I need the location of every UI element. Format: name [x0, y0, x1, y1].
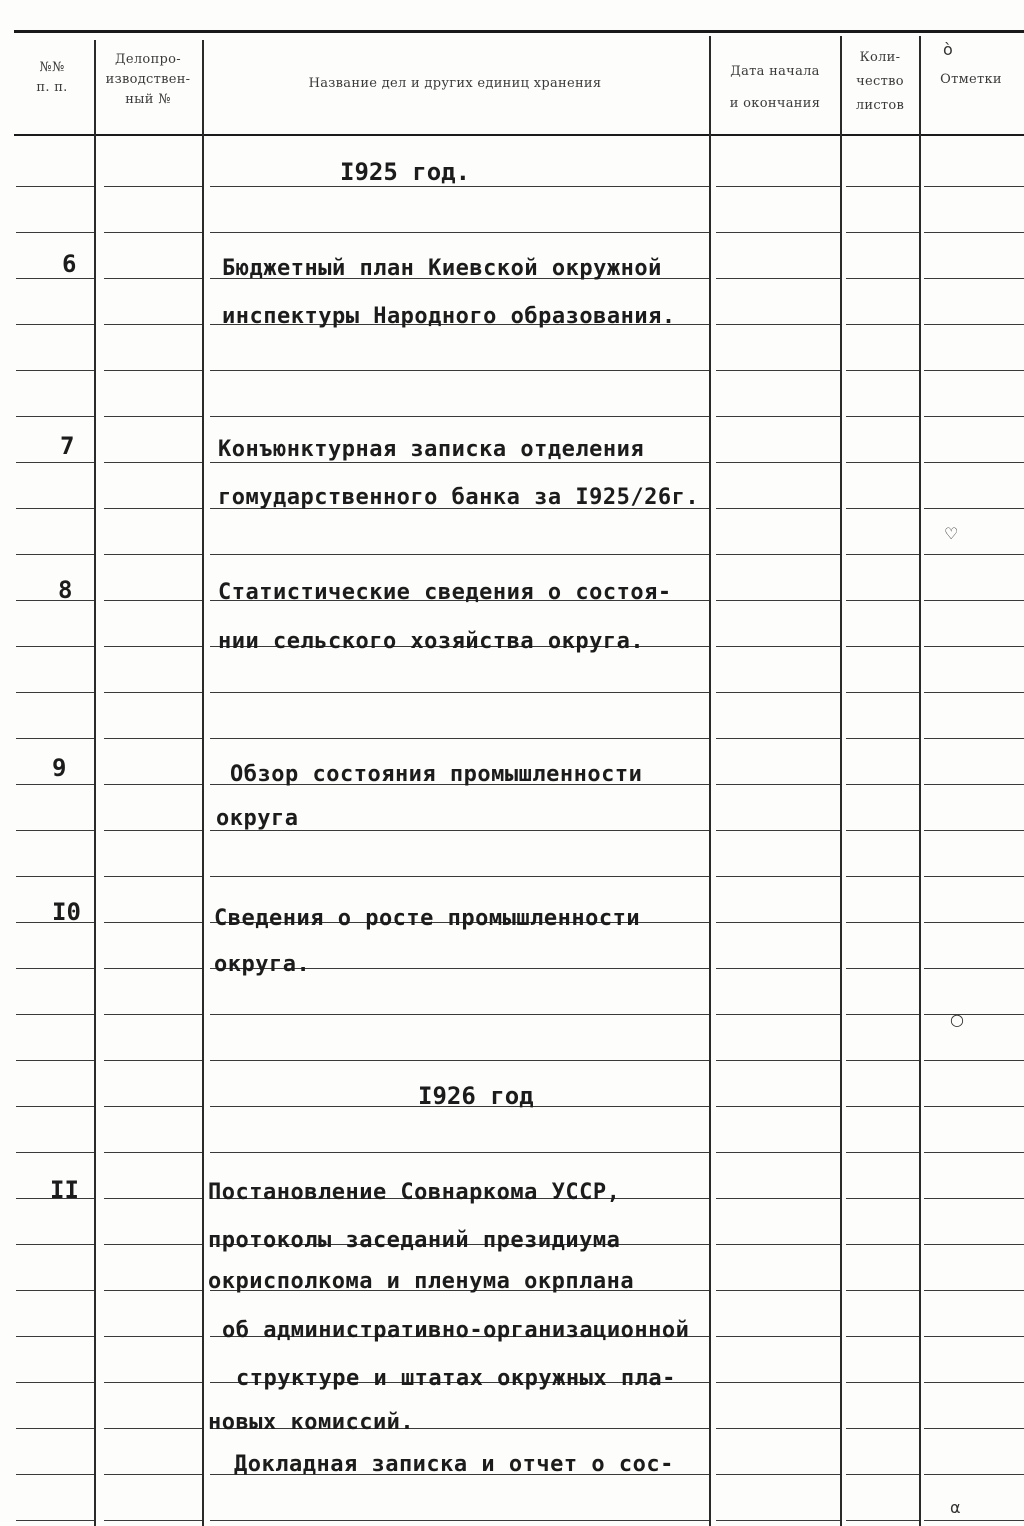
ruled-line	[716, 1060, 840, 1061]
ruled-line	[716, 922, 840, 923]
ruled-line	[846, 692, 919, 693]
ruled-line	[716, 554, 840, 555]
entry-title-line: об административно-организационной	[222, 1318, 690, 1343]
ruled-line	[210, 1060, 709, 1061]
ruled-line	[16, 1382, 94, 1383]
entry-title-line: Постановление Совнаркома УССР,	[208, 1180, 621, 1205]
entry-title-line: инспектуры Народного образования.	[222, 304, 676, 329]
header-col-number: №№ п. п.	[36, 60, 68, 95]
ruled-line	[716, 1244, 840, 1245]
ruled-line	[716, 1474, 840, 1475]
entry-title-line: структуре и штатах окружных пла-	[236, 1366, 676, 1391]
ruled-line	[104, 278, 202, 279]
ruled-line	[924, 1474, 1024, 1475]
ruled-line	[16, 784, 94, 785]
ruled-line	[716, 278, 840, 279]
ruled-line	[846, 1152, 919, 1153]
ruled-line	[846, 876, 919, 877]
ruled-line	[16, 1290, 94, 1291]
ruled-line	[846, 600, 919, 601]
header-top-border	[14, 30, 1024, 33]
ruled-line	[104, 1428, 202, 1429]
ruled-line	[210, 876, 709, 877]
ruled-line	[210, 186, 709, 187]
ruled-line	[716, 324, 840, 325]
ruled-line	[924, 1520, 1024, 1521]
ruled-line	[16, 692, 94, 693]
ruled-line	[104, 922, 202, 923]
ruled-line	[104, 324, 202, 325]
ruled-line	[716, 830, 840, 831]
ruled-line	[16, 554, 94, 555]
ruled-line	[846, 278, 919, 279]
ruled-line	[16, 738, 94, 739]
ruled-line	[210, 1520, 709, 1521]
ruled-line	[846, 416, 919, 417]
ruled-line	[924, 462, 1024, 463]
entry-title-line: гомударственного банка за I925/26г.	[218, 485, 700, 510]
ruled-line	[104, 186, 202, 187]
ruled-line	[846, 738, 919, 739]
ruled-line	[924, 554, 1024, 555]
ruled-line	[924, 968, 1024, 969]
entry-number: I0	[52, 898, 81, 926]
ruled-line	[210, 416, 709, 417]
ruled-line	[16, 1520, 94, 1521]
ruled-line	[846, 1198, 919, 1199]
entry-number: 6	[62, 250, 77, 278]
ruled-line	[716, 370, 840, 371]
entry-title-line: Обзор состояния промышленности	[230, 762, 643, 787]
column-divider-1	[94, 40, 96, 1526]
ruled-line	[104, 1244, 202, 1245]
entry-title-line: Сведения о росте промышленности	[214, 906, 641, 931]
entry-number: II	[50, 1176, 79, 1204]
ruled-line	[16, 1152, 94, 1153]
ruled-line	[716, 1382, 840, 1383]
entry-title-line: Статистические сведения о состоя-	[218, 580, 672, 605]
ruled-line	[16, 324, 94, 325]
ruled-line	[210, 692, 709, 693]
ruled-line	[924, 416, 1024, 417]
ruled-line	[924, 1382, 1024, 1383]
ruled-line	[924, 1290, 1024, 1291]
section-year-1925: I925 год.	[340, 158, 471, 186]
ruled-line	[104, 1152, 202, 1153]
ruled-line	[846, 186, 919, 187]
ruled-line	[846, 232, 919, 233]
ruled-line	[846, 554, 919, 555]
ruled-line	[846, 508, 919, 509]
ruled-line	[210, 1014, 709, 1015]
header-col-dates: Дата начала и окончания	[729, 64, 821, 111]
ruled-line	[846, 1474, 919, 1475]
ruled-line	[924, 186, 1024, 187]
ruled-line	[846, 784, 919, 785]
entry-title-line: новых комиссий.	[208, 1410, 415, 1435]
ruled-line	[924, 692, 1024, 693]
ruled-line	[104, 1014, 202, 1015]
ruled-line	[104, 784, 202, 785]
note-mark-top: ò	[943, 40, 953, 59]
ruled-line	[846, 830, 919, 831]
ruled-line	[104, 1520, 202, 1521]
ruled-line	[846, 1060, 919, 1061]
ruled-line	[716, 968, 840, 969]
ruled-line	[846, 370, 919, 371]
ruled-line	[16, 968, 94, 969]
ruled-line	[104, 1382, 202, 1383]
ruled-line	[104, 1106, 202, 1107]
ruled-line	[104, 370, 202, 371]
ruled-line	[16, 1060, 94, 1061]
ruled-line	[846, 1014, 919, 1015]
ruled-line	[846, 1336, 919, 1337]
ruled-line	[924, 784, 1024, 785]
ruled-line	[16, 232, 94, 233]
ruled-line	[716, 600, 840, 601]
ruled-line	[104, 232, 202, 233]
ruled-line	[16, 508, 94, 509]
ruled-line	[924, 922, 1024, 923]
note-mark-bottom: α	[950, 1498, 961, 1517]
ruled-line	[16, 416, 94, 417]
entry-number: 7	[60, 432, 75, 460]
ruled-line	[104, 830, 202, 831]
entry-number: 8	[58, 576, 73, 604]
header-bottom-border	[14, 134, 1024, 136]
entry-title-line: округа.	[214, 952, 311, 977]
ruled-line	[924, 1198, 1024, 1199]
entry-title-line: Бюджетный план Киевской окружной	[222, 256, 662, 281]
ruled-line	[716, 1198, 840, 1199]
ruled-line	[104, 600, 202, 601]
ruled-line	[716, 1014, 840, 1015]
ruled-line	[846, 1244, 919, 1245]
column-divider-2	[202, 40, 204, 1526]
ruled-line	[924, 600, 1024, 601]
ruled-line	[104, 1060, 202, 1061]
ruled-line	[716, 784, 840, 785]
ruled-line	[924, 370, 1024, 371]
ruled-line	[716, 646, 840, 647]
ruled-line	[924, 1244, 1024, 1245]
ruled-line	[104, 968, 202, 969]
ruled-line	[16, 370, 94, 371]
section-year-1926: I926 год	[418, 1082, 534, 1110]
ruled-line	[104, 554, 202, 555]
ruled-line	[16, 876, 94, 877]
ruled-line	[846, 1106, 919, 1107]
ruled-line	[104, 416, 202, 417]
ruled-line	[104, 646, 202, 647]
ruled-line	[104, 876, 202, 877]
ruled-line	[716, 738, 840, 739]
ruled-line	[210, 1152, 709, 1153]
ruled-line	[716, 232, 840, 233]
header-col-sheets: Коли- чество листов	[855, 50, 905, 113]
ruled-line	[924, 646, 1024, 647]
ruled-line	[846, 462, 919, 463]
ruled-line	[16, 1244, 94, 1245]
ruled-line	[924, 324, 1024, 325]
note-mark-circle: ○	[950, 1010, 964, 1029]
ruled-line	[924, 278, 1024, 279]
ruled-line	[846, 968, 919, 969]
ruled-line	[16, 600, 94, 601]
ruled-line	[924, 738, 1024, 739]
entry-title-line: Докладная записка и отчет о сос-	[234, 1452, 674, 1477]
ruled-line	[716, 1428, 840, 1429]
ruled-line	[846, 1290, 919, 1291]
ruled-line	[210, 738, 709, 739]
ruled-line	[210, 370, 709, 371]
entry-title-line: округа	[216, 806, 299, 831]
header-col-title: Название дел и других единиц хранения	[308, 76, 602, 91]
ruled-line	[716, 692, 840, 693]
entry-number: 9	[52, 754, 67, 782]
note-mark-heart: ♡	[944, 524, 959, 543]
ruled-line	[716, 876, 840, 877]
ruled-line	[16, 186, 94, 187]
column-divider-3	[709, 36, 711, 1526]
ruled-line	[104, 1198, 202, 1199]
ruled-line	[104, 1474, 202, 1475]
ruled-line	[846, 1382, 919, 1383]
ruled-line	[16, 1014, 94, 1015]
entry-title-line: нии сельского хозяйства округа.	[218, 629, 645, 654]
ruled-line	[16, 1336, 94, 1337]
ruled-line	[846, 324, 919, 325]
ruled-line	[846, 646, 919, 647]
ruled-line	[210, 462, 709, 463]
ruled-line	[716, 508, 840, 509]
ruled-line	[104, 692, 202, 693]
column-divider-5	[919, 36, 921, 1526]
ruled-line	[924, 1014, 1024, 1015]
ruled-line	[104, 1290, 202, 1291]
column-divider-4	[840, 36, 842, 1526]
ruled-line	[210, 554, 709, 555]
ruled-line	[104, 1336, 202, 1337]
ruled-line	[924, 1428, 1024, 1429]
entry-title-line: Конъюнктурная записка отделения	[218, 437, 645, 462]
ruled-line	[716, 186, 840, 187]
header-col-notes: Отметки	[940, 72, 1002, 87]
ruled-line	[716, 462, 840, 463]
ruled-line	[16, 1428, 94, 1429]
ruled-line	[846, 922, 919, 923]
ruled-line	[716, 1290, 840, 1291]
entry-title-line: окрисполкома и пленума окрплана	[208, 1269, 635, 1294]
ruled-line	[924, 1106, 1024, 1107]
ruled-line	[716, 416, 840, 417]
header-col-case-number: Делопро- изводствен- ный №	[105, 52, 191, 107]
ruled-line	[16, 1474, 94, 1475]
ruled-line	[716, 1336, 840, 1337]
ruled-line	[716, 1106, 840, 1107]
ruled-line	[924, 1152, 1024, 1153]
ruled-line	[16, 830, 94, 831]
ruled-line	[16, 646, 94, 647]
ruled-line	[104, 738, 202, 739]
ruled-line	[716, 1520, 840, 1521]
ruled-line	[846, 1428, 919, 1429]
ruled-line	[210, 232, 709, 233]
ruled-line	[924, 232, 1024, 233]
ruled-line	[924, 1336, 1024, 1337]
ruled-line	[16, 278, 94, 279]
ruled-line	[16, 462, 94, 463]
ruled-line	[924, 876, 1024, 877]
ruled-line	[924, 1060, 1024, 1061]
ruled-line	[716, 1152, 840, 1153]
ruled-line	[104, 508, 202, 509]
ruled-line	[924, 830, 1024, 831]
ruled-line	[846, 1520, 919, 1521]
entry-title-line: протоколы заседаний президиума	[208, 1228, 621, 1253]
ruled-line	[104, 462, 202, 463]
ruled-line	[924, 508, 1024, 509]
ruled-line	[16, 1106, 94, 1107]
